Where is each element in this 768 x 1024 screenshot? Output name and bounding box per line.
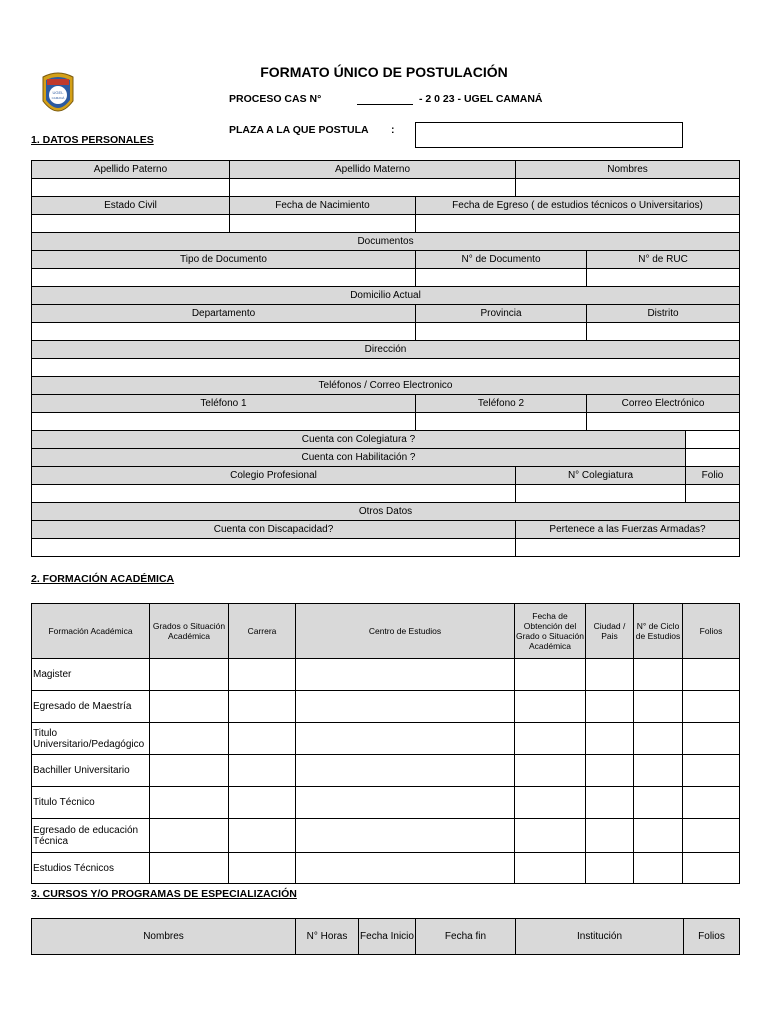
table-row [32,853,740,884]
header-apellido-paterno: Apellido Paterno [32,161,230,179]
proceso-number-line[interactable] [357,104,413,105]
cell-input[interactable] [229,787,296,819]
cell-input[interactable] [683,819,740,853]
input-estado-civil[interactable] [32,215,230,233]
cell-input[interactable] [586,659,634,691]
cell-input[interactable] [586,787,634,819]
input-fecha-nacimiento[interactable] [230,215,416,233]
cell-input[interactable] [683,755,740,787]
input-telefono-2[interactable] [416,413,587,431]
personal-data-table [31,160,740,557]
cell-input[interactable] [296,723,515,755]
input-apellido-materno[interactable] [230,179,516,197]
cell-input[interactable] [634,853,683,884]
header-horas: N° Horas [296,919,359,955]
input-ruc[interactable] [587,269,740,287]
cell-input[interactable] [229,659,296,691]
header-numero-documento: N° de Documento [416,251,587,269]
plaza-colon: : [391,124,395,136]
cell-input[interactable] [683,691,740,723]
cell-input[interactable] [586,853,634,884]
header-fecha-nacimiento: Fecha de Nacimiento [230,197,416,215]
cell-input[interactable] [296,787,515,819]
proceso-label: PROCESO CAS N° [229,93,322,105]
cell-input[interactable] [515,787,586,819]
cell-input[interactable] [586,755,634,787]
plaza-label: PLAZA A LA QUE POSTULA [229,124,369,136]
cell-input[interactable] [296,755,515,787]
row-label: Titulo Técnico [32,787,150,819]
input-colegiatura-answer[interactable] [686,431,740,449]
cell-input[interactable] [150,787,229,819]
cell-input[interactable] [683,723,740,755]
header-habilitacion-question: Cuenta con Habilitación ? [32,449,686,467]
cell-input[interactable] [634,787,683,819]
cell-input[interactable] [634,691,683,723]
header-institucion: Institución [516,919,684,955]
cell-input[interactable] [634,659,683,691]
row-label: Titulo Universitario/Pedagógico [32,723,150,755]
input-fecha-egreso[interactable] [416,215,740,233]
table-row [32,659,740,691]
row-label: Egresado de educación Técnica [32,819,150,853]
header-grados: Grados o Situación Académica [150,604,229,659]
header-otros-datos: Otros Datos [32,503,740,521]
cell-input[interactable] [296,819,515,853]
row-label: Magister [32,659,150,691]
header-direccion: Dirección [32,341,740,359]
cell-input[interactable] [229,723,296,755]
cell-input[interactable] [296,691,515,723]
header-fecha-inicio: Fecha Inicio [359,919,416,955]
input-tipo-documento[interactable] [32,269,416,287]
cell-input[interactable] [515,853,586,884]
input-departamento[interactable] [32,323,416,341]
header-telefonos: Teléfonos / Correo Electronico [32,377,740,395]
cell-input[interactable] [229,819,296,853]
header-nombres-curso: Nombres [32,919,296,955]
header-centro-estudios: Centro de Estudios [296,604,515,659]
input-direccion[interactable] [32,359,740,377]
proceso-suffix: - 2 0 23 - UGEL CAMANÁ [419,93,543,105]
svg-text:CAMANÁ: CAMANÁ [51,96,65,100]
cell-input[interactable] [683,787,740,819]
header-nombres: Nombres [516,161,740,179]
table-row [32,691,740,723]
cell-input[interactable] [634,755,683,787]
header-domicilio: Domicilio Actual [32,287,740,305]
header-folios-curso: Folios [684,919,740,955]
header-telefono-1: Teléfono 1 [32,395,416,413]
header-fecha-egreso: Fecha de Egreso ( de estudios técnicos o Universitarios) [416,197,740,215]
header-folio: Folio [686,467,740,485]
input-numero-documento[interactable] [416,269,587,287]
header-apellido-materno: Apellido Materno [230,161,516,179]
cell-input[interactable] [296,659,515,691]
table-row [32,755,740,787]
input-discapacidad[interactable] [32,539,516,557]
cell-input[interactable] [150,819,229,853]
header-tipo-documento: Tipo de Documento [32,251,416,269]
header-folios: Folios [683,604,740,659]
header-ruc: N° de RUC [587,251,740,269]
input-habilitacion-answer[interactable] [686,449,740,467]
input-nombres[interactable] [516,179,740,197]
table-row [32,819,740,853]
cell-input[interactable] [515,723,586,755]
cell-input[interactable] [515,691,586,723]
header-colegiatura-question: Cuenta con Colegiatura ? [32,431,686,449]
cell-input[interactable] [150,723,229,755]
header-colegio-profesional: Colegio Profesional [32,467,516,485]
cell-input[interactable] [150,755,229,787]
academic-table [31,603,740,884]
header-ciudad-pais: Ciudad / Pais [586,604,634,659]
header-provincia: Provincia [416,305,587,323]
header-carrera: Carrera [229,604,296,659]
cell-input[interactable] [229,755,296,787]
cell-input[interactable] [296,853,515,884]
svg-text:UGEL: UGEL [52,90,64,95]
section2-title: 2. FORMACIÓN ACADÉMICA [31,573,175,585]
section3-title: 3. CURSOS Y/O PROGRAMAS DE ESPECIALIZACIÓN [31,888,297,900]
header-fuerzas-armadas: Pertenece a las Fuerzas Armadas? [516,521,740,539]
form-title: FORMATO ÚNICO DE POSTULACIÓN [260,64,508,80]
input-apellido-paterno[interactable] [32,179,230,197]
cell-input[interactable] [150,691,229,723]
input-numero-colegiatura[interactable] [516,485,686,503]
section1-title: 1. DATOS PERSONALES [31,134,154,146]
cell-input[interactable] [150,853,229,884]
input-distrito[interactable] [587,323,740,341]
cell-input[interactable] [586,819,634,853]
input-telefono-1[interactable] [32,413,416,431]
header-formacion: Formación Académica [32,604,150,659]
header-correo: Correo Electrónico [587,395,740,413]
header-discapacidad: Cuenta con Discapacidad? [32,521,516,539]
table-row [32,723,740,755]
input-folio[interactable] [686,485,740,503]
input-colegio-profesional[interactable] [32,485,516,503]
cell-input[interactable] [229,853,296,884]
cell-input[interactable] [586,723,634,755]
header-fecha-fin: Fecha fin [416,919,516,955]
row-label: Bachiller Universitario [32,755,150,787]
header-documentos: Documentos [32,233,740,251]
cell-input[interactable] [634,723,683,755]
cell-input[interactable] [515,755,586,787]
row-label: Egresado de Maestría [32,691,150,723]
row-label: Estudios Técnicos [32,853,150,884]
cell-input[interactable] [515,819,586,853]
header-departamento: Departamento [32,305,416,323]
header-numero-colegiatura: N° Colegiatura [516,467,686,485]
input-fuerzas-armadas[interactable] [516,539,740,557]
header-ciclo: N° de Ciclo de Estudios [634,604,683,659]
input-correo[interactable] [587,413,740,431]
header-distrito: Distrito [587,305,740,323]
courses-table [31,918,740,955]
header-estado-civil: Estado Civil [32,197,230,215]
input-provincia[interactable] [416,323,587,341]
cell-input[interactable] [586,691,634,723]
header-telefono-2: Teléfono 2 [416,395,587,413]
cell-input[interactable] [634,819,683,853]
cell-input[interactable] [683,659,740,691]
cell-input[interactable] [515,659,586,691]
table-row [32,787,740,819]
cell-input[interactable] [229,691,296,723]
header-fecha-obtencion: Fecha de Obtención del Grado o Situación Académica [515,604,586,659]
cell-input[interactable] [150,659,229,691]
cell-input[interactable] [683,853,740,884]
plaza-input[interactable] [415,122,683,148]
